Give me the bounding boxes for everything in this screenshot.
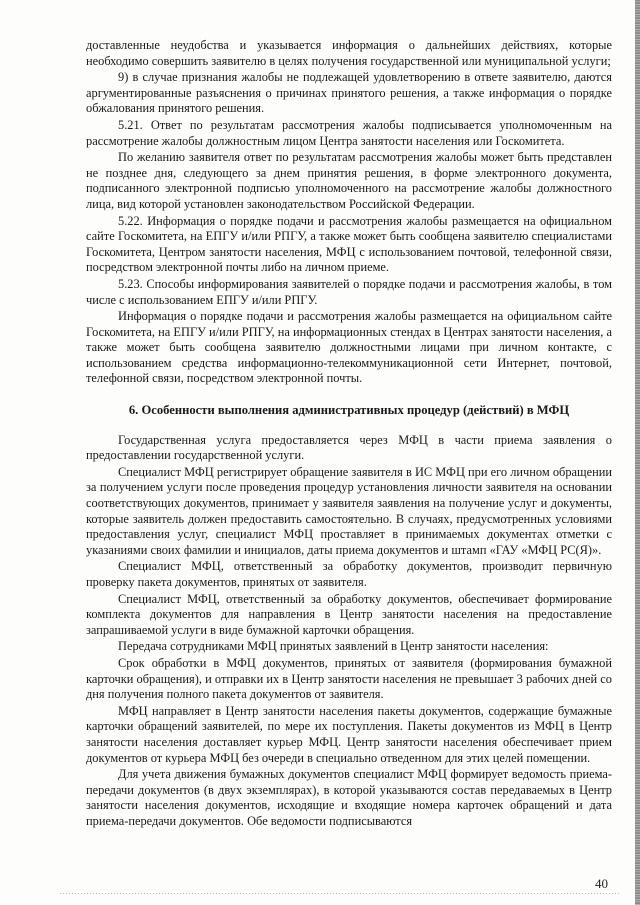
section-heading-6: 6. Особенности выполнения административных процедур (действий) в МФЦ [128,403,570,418]
paragraph-5-21: 5.21. Ответ по результатам рассмотрения жалобы подписывается уполномоченным на рассмотрение жалобы должностным лицом Центра занятости населения или Госкомитета. [86,117,612,148]
paragraph-transfer: Передача сотрудниками МФЦ принятых заявлений в Центр занятости населения: [118,639,549,654]
paragraph-registration: Специалист МФЦ регистрирует обращение заявителя в ИС МФЦ при его личном обращении за получением услуги после проведения процедур установления личности заявителя на основании соответствующих документов, принимает у заявителя заявления на получение услуг и документы, которые заявитель должен предоставить самостоятельно. В случаях, предусмотренных условиями предоставления услуг, специалист МФЦ проставляет в принимаемых документах отметки с указаниями своих фамилии и инициалов, даты приема документов и штамп «ГАУ «МФЦ РС(Я)». [86,464,612,557]
paragraph-item-9: 9) в случае признания жалобы не подлежащей удовлетворению в ответе заявителю, даются аргументированные разъяснения о причинах принятого решения, а также информация о порядке обжалования принятого решения. [86,70,612,116]
paragraph-processing-term: Срок обработки в МФЦ документов, принятых от заявителя (формирования бумажной карточки обращения), и отправки их в Центр занятости населения не превышает 3 рабочих дней со дня получения полного пакета документов от заявителя. [86,655,612,702]
paragraph-5-23: 5.23. Способы информирования заявителей о порядке подачи и рассмотрения жалобы, в том числе с использованием ЕПГУ и/или РПГУ. [86,276,612,307]
paragraph-primary-check: Специалист МФЦ, ответственный за обработку документов, производит первичную проверку пакета документов, принятых от заявителя. [86,559,612,589]
bottom-scan-line [60,893,620,894]
paragraph-complaint-info: Информация о порядке подачи и рассмотрения жалобы размещается на официальном сайте Госкомитета, на ЕПГУ и/или РПГУ, на информационных стендах в Центрах занятости населения, а также может быть сообщена заявителю должностными лицами при личном контакте, с использованием средства информационно-телекоммуникационной сети Интернет, почтовой, телефонной связи, посредством электронной почты. [86,309,612,386]
page-number: 40 [595,876,608,891]
paragraph-service-via-mfc: Государственная услуга предоставляется через МФЦ в части приема заявления о предоставлении государственной услуги. [86,432,612,463]
paragraph-continuation: доставленные неудобства и указывается информация о дальнейших действиях, которые необходимо совершить заявителю в целях получения государственной или муниципальной услуги; [86,38,612,68]
paragraph-forming-package: Специалист МФЦ, ответственный за обработку документов, обеспечивает формирование комплекта документов для направления в Центр занятости населения на предоставление запрашиваемой услуги в виде бумажной карточки обращения. [86,591,612,637]
paragraph-5-22: 5.22. Информация о порядке подачи и рассмотрения жалобы размещается на официальном сайте Госкомитета, на ЕПГУ и/или РПГУ, а также может быть сообщена заявителю специалистами Госкомитета, Центром занятости населения, МФЦ с использованием почтовой, телефонной связи, посредством электронной почты либо на личном приеме. [86,213,612,275]
scan-edge [635,0,640,905]
paragraph-courier: МФЦ направляет в Центр занятости населения пакеты документов, содержащие бумажные карточки обращений заявителей, по мере их поступления. Пакеты документов из МФЦ в Центр занятости населения доставляет курьер МФЦ. Центр занятости населения обеспечивает прием документов от курьера МФЦ без очереди в специально отведенном для этих целей помещении. [86,703,612,765]
paragraph-electronic-answer: По желанию заявителя ответ по результатам рассмотрения жалобы может быть представлен не позднее дня, следующего за днем принятия решения, в форме электронного документа, подписанного электронной подписью уполномоченного на рассмотрение жалобы должностного лица, вид которой установлен законодательством Российской Федерации. [86,150,612,211]
paragraph-registry: Для учета движения бумажных документов специалист МФЦ формирует ведомость приема-передачи документов (в двух экземплярах), в которой указываются состав передаваемых в Центр занятости населения документов, исходящие и входящие номера карточек обращений и дата приема-передачи документов. Обе ведомости подписываются [86,767,612,828]
document-body [86,38,612,831]
